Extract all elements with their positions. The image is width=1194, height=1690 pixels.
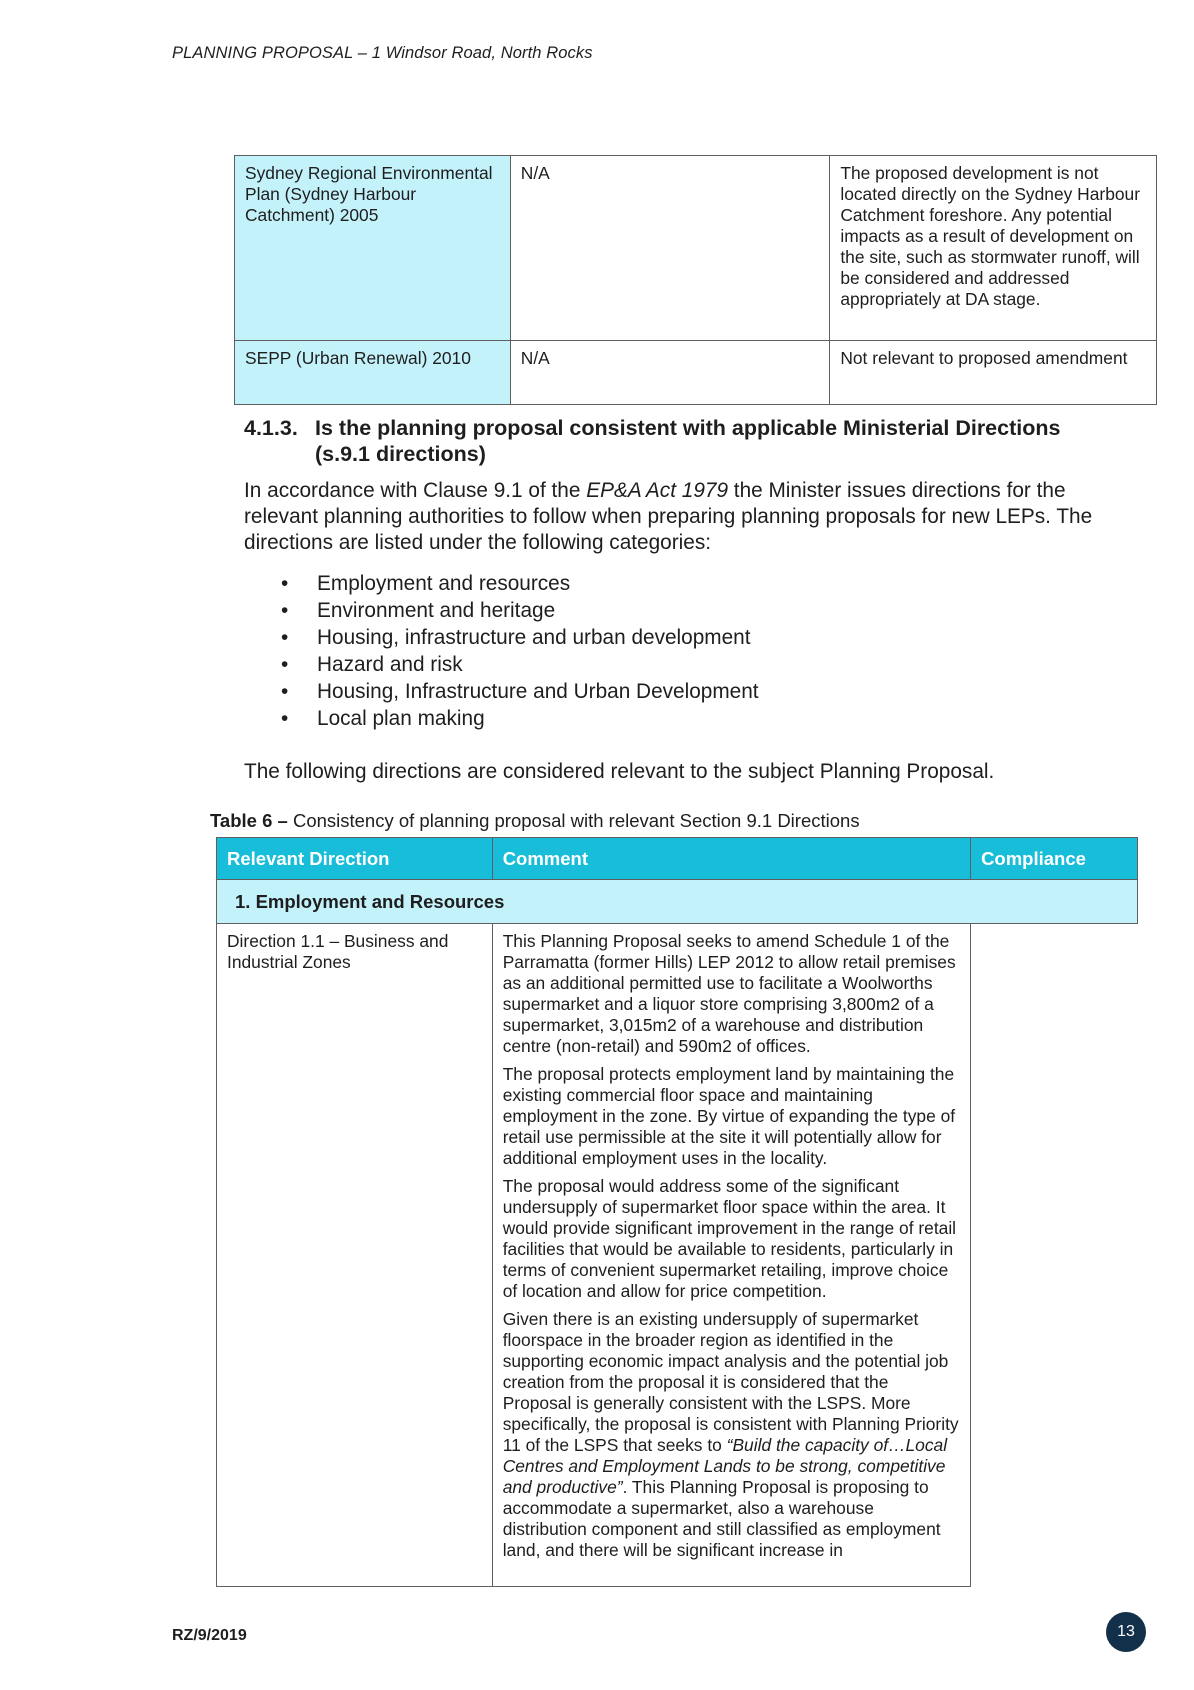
bullet-icon: • <box>281 572 289 595</box>
comment-paragraph: The proposal protects employment land by maintaining the existing commercial floor space and maintaining employment in the zone. By virtue of expanding the type of retail use permissible at the site it will potentially allow for additional employment uses in the locality. <box>502 1064 956 1168</box>
table-caption <box>210 810 860 832</box>
section-row <box>217 880 1138 924</box>
act-name: EP&A Act 1979 <box>586 479 729 502</box>
applicable-cell: N/A <box>510 156 830 341</box>
list-item: • Housing, Infrastructure and Urban Development <box>281 680 759 703</box>
instrument-cell: SEPP (Urban Renewal) 2010 <box>235 341 511 405</box>
sepp-table <box>234 155 1157 405</box>
instrument-cell: Sydney Regional Environmental Plan (Sydney Harbour Catchment) 2005 <box>235 156 511 341</box>
list-item: • Housing, infrastructure and urban development <box>281 626 751 649</box>
table-header-row <box>217 838 1138 880</box>
bullet-icon: • <box>281 626 289 649</box>
list-item: • Hazard and risk <box>281 653 463 676</box>
table-row <box>235 156 1157 341</box>
bullet-icon: • <box>281 653 289 676</box>
list-item: • Local plan making <box>281 707 485 730</box>
bullet-icon: • <box>281 707 289 730</box>
bullet-icon: • <box>281 599 289 622</box>
section-heading-line1: Is the planning proposal consistent with applicable Ministerial Directions <box>315 416 1061 440</box>
document-reference: RZ/9/2019 <box>172 1627 247 1644</box>
relevance-statement: The following directions are considered relevant to the subject Planning Proposal. <box>244 760 995 783</box>
page-number-badge: 13 <box>1106 1612 1146 1652</box>
section-title-cell: 1. Employment and Resources <box>217 880 1138 924</box>
section-heading <box>244 415 1144 467</box>
column-header-compliance: Compliance <box>971 838 1138 880</box>
comment-paragraph: This Planning Proposal seeks to amend Schedule 1 of the Parramatta (former Hills) LEP 2012 to allow retail premises as an additional permitted use to facilitate a Woolworths supermarket and a liquor store comprising 3,800m2 of a supermarket, 3,015m2 of a warehouse and distribution centre (non-retail) and 590m2 of offices. <box>502 931 956 1056</box>
section-heading-line2: (s.9.1 directions) <box>315 442 486 466</box>
document-header: PLANNING PROPOSAL – 1 Windsor Road, North Rocks <box>172 44 593 62</box>
comment-paragraph: Given there is an existing undersupply of supermarket floorspace in the broader region as identified in the supporting economic impact analysis and the potential job creation from the proposal it is considered that the Proposal is generally consistent with the LSPS. More specifically, the proposal is consistent with Planning Priority 11 of the LSPS that seeks to “Build the capacity of…Local Centres and Employment Lands to be strong, competitive and productive”. This Planning Proposal is proposing to accommodate a supermarket, also a warehouse distribution component and still classified as employment land, and there will be significant increase in <box>502 1309 959 1560</box>
table-row <box>235 341 1157 405</box>
section-number: 4.1.3. <box>244 416 298 440</box>
directions-table <box>216 837 1138 1587</box>
caption-label: Table 6 – <box>210 810 288 831</box>
table-row <box>217 924 1138 1587</box>
applicable-cell: N/A <box>510 341 830 405</box>
list-item: • Employment and resources <box>281 572 571 595</box>
caption-text: Consistency of planning proposal with relevant Section 9.1 Directions <box>287 810 860 831</box>
direction-cell: Direction 1.1 – Business and Industrial Zones <box>217 924 493 1587</box>
intro-paragraph: In accordance with Clause 9.1 of the EP&A Act 1979 the Minister issues directions for the relevant planning authorities to follow when preparing planning proposals for new LEPs. The directions are listed under the following categories: <box>244 479 1093 554</box>
comment-cell: Not relevant to proposed amendment <box>830 341 1157 405</box>
comment-paragraph: The proposal would address some of the significant undersupply of supermarket floor space within the area. It would provide significant improvement in the range of retail facilities that would be available to residents, particularly in terms of convenient supermarket retailing, improve choice of location and allow for price competition. <box>502 1176 957 1301</box>
column-header-comment: Comment <box>492 838 970 880</box>
lsps-quote: “Build the capacity of…Local Centres and Employment Lands to be strong, competitive and productive” <box>502 1435 948 1497</box>
comment-cell: The proposed development is not located directly on the Sydney Harbour Catchment foreshore. Any potential impacts as a result of development on the site, such as stormwater runoff, will be considered and addressed appropriately at DA stage. <box>830 156 1157 341</box>
column-header-direction: Relevant Direction <box>217 838 493 880</box>
bullet-icon: • <box>281 680 289 703</box>
category-list <box>244 570 759 732</box>
comment-cell <box>492 924 970 1587</box>
list-item: • Environment and heritage <box>281 599 556 622</box>
compliance-cell <box>971 924 1138 1587</box>
